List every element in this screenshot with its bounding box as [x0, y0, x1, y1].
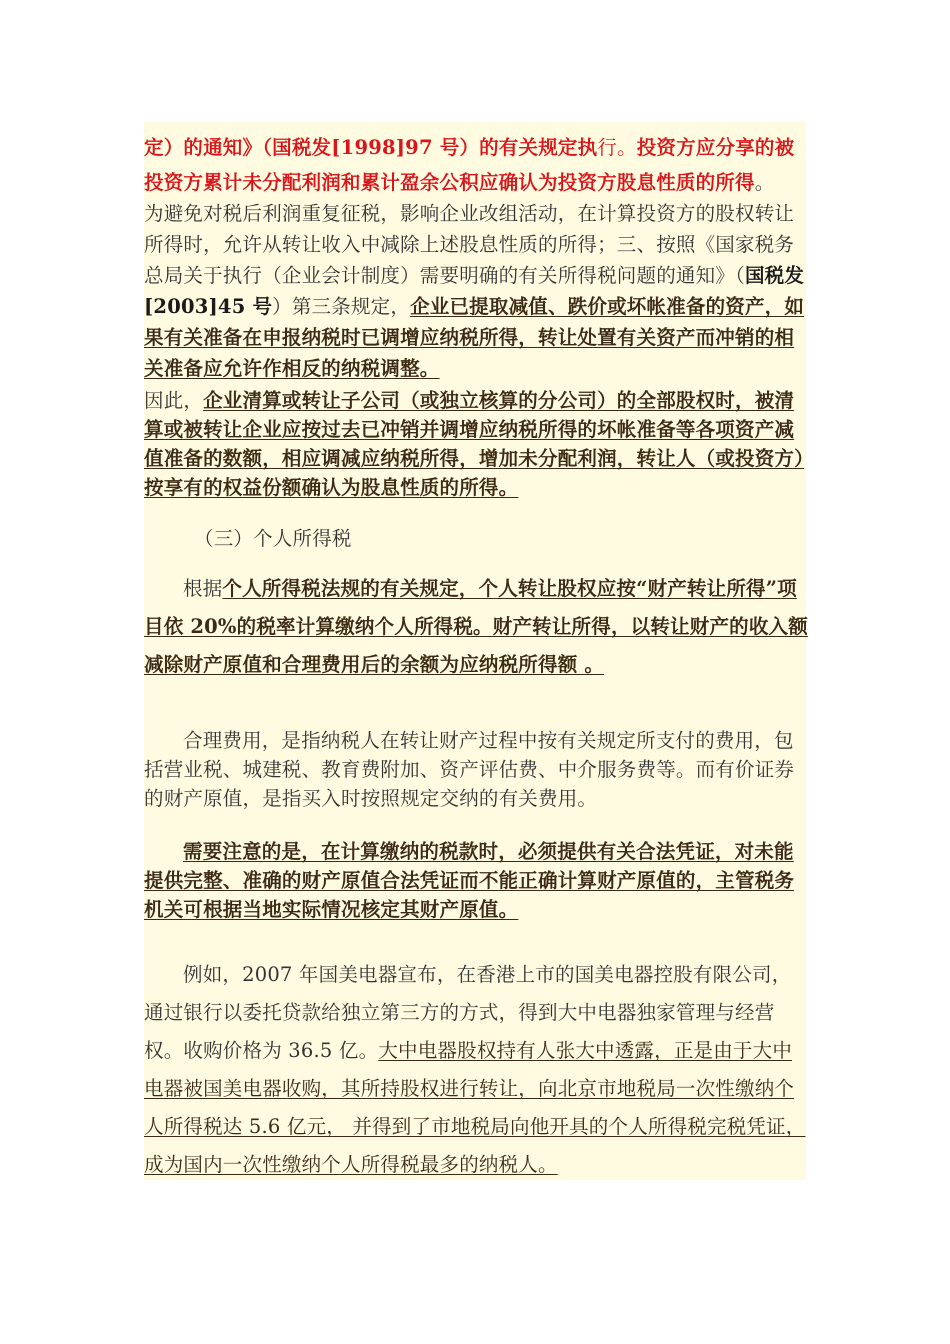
text: 根据 [183, 577, 223, 600]
text: 为避免对税后利润重复征税，影响企业改组活动，在计算投资方的股权转让所得时，允许从转让收入中减除上述股息性质的所得；三、按照《国家税务总局关于执行（企业会计制度）需要明确的有关所得税问题的通知》（ [144, 202, 795, 287]
underlined-emphasis: 企业已提取减值、跌价或坏帐准备的资产，如果有关准备在申报纳税时已调增应纳税所得，转让处置有关资产而冲销的相关准备应允许作相反的纳税调整。 [144, 295, 805, 380]
red-text: 行。 [597, 136, 637, 159]
text: 。 [754, 171, 775, 194]
underlined-emphasis: 个人所得税法规的有关规定，个人转让股权应按“财产转让所得”项目依 20%的税率计算缴纳个人所得税。财产转让所得，以转让财产的收入额减除财产原值和合理费用后的余额为应纳税所得额 。 [144, 577, 808, 676]
paragraph-reasonable-expenses: 合理费用，是指纳税人在转让财产过程中按有关规定所支付的费用，包括营业税、城建税、教育费附加、资产评估费、中介服务费等。而有价证券的财产原值，是指买入时按照规定交纳的有关费用。 [144, 729, 795, 810]
document-reference: 国税发[2003]45 号 [144, 264, 805, 318]
underlined-emphasis: 企业清算或转让子公司（或独立核算的分公司）的全部股权时，被清算或被转让企业应按过去已冲销并调增应纳税所得的坏帐准备等各项资产减值准备的数额，相应调减应纳税所得，增加未分配利润，转让人（或投资方）按享有的权益份额确认为股息性质的所得。 [144, 389, 805, 499]
paragraph-personal-income-tax [144, 570, 808, 684]
text: ）第三条规定， [272, 295, 411, 318]
paragraph-tax-adjustment [144, 198, 808, 384]
section-heading: （三）个人所得税 [194, 527, 352, 550]
paragraph-dividend-rule [144, 130, 808, 200]
underlined-text: 大中电器股权持有人张大中透露，正是由于大中电器被国美电器收购，其所持股权进行转让，向北京市地税局一次性缴纳个人所得税达 5.6 亿元， 并得到了市地税局向他开具的个人所得税完税凭证，成为国内一次性缴纳个人所得税最多的纳税人。 [144, 1039, 806, 1176]
paragraph-liquidation [144, 386, 808, 502]
red-bold-text-2: 投资方应分享的被投资方累计未分配利润和累计盈余公积应确认为投资方股息性质的所得 [144, 136, 795, 194]
paragraph-example [144, 956, 808, 1184]
red-bold-text: 定）的通知》（国税发[1998]97 号）的有关规定执 [144, 136, 598, 159]
text: 例如，2007 年国美电器宣布，在香港上市的国美电器控股有限公司，通过银行以委托贷款给独立第三方的方式，得到大中电器独家管理与经营权。收购价格为 36.5 亿。 [144, 963, 792, 1062]
text: 因此， [144, 389, 204, 412]
document-body [144, 130, 808, 1184]
paragraph-notice: 需要注意的是，在计算缴纳的税款时，必须提供有关合法凭证，对未能提供完整、准确的财产原值合法凭证而不能正确计算财产原值的，主管税务机关可根据当地实际情况核定其财产原值。 [144, 840, 795, 921]
